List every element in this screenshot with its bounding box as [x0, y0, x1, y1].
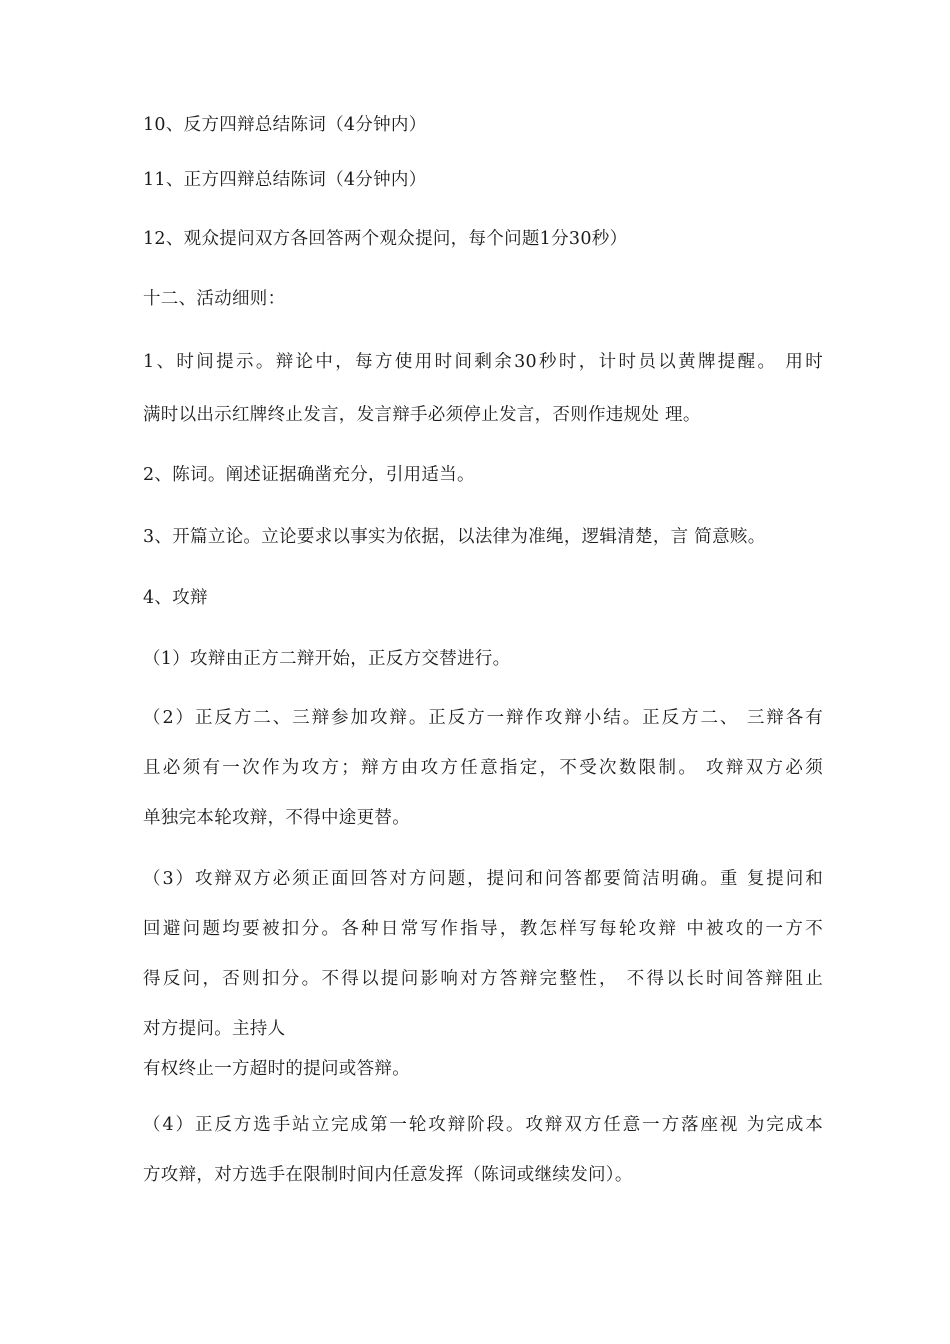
text-line: （3）攻辩双方必须正面回答对方问题，提问和问答都要简洁明确。重 复提问和	[143, 869, 823, 889]
text-line: （1）攻辩由正方二辩开始，正反方交替进行。	[143, 649, 511, 669]
text-line: 单独完本轮攻辩，不得中途更替。	[143, 808, 410, 828]
text-line: 得反问，否则扣分。不得以提问影响对方答辩完整性， 不得以长时间答辩阻止	[143, 969, 823, 989]
text-line: 对方提问。主持人	[143, 1019, 286, 1039]
text-line: 10、反方四辩总结陈词（4分钟内）	[143, 115, 427, 135]
text-line: 4、攻辩	[143, 588, 208, 608]
text-line: （4）正反方选手站立完成第一轮攻辩阶段。攻辩双方任意一方落座视 为完成本	[143, 1115, 823, 1135]
section-heading: 十二、活动细则：	[143, 289, 286, 309]
text-line: 11、正方四辩总结陈词（4分钟内）	[143, 170, 427, 190]
text-line: 方攻辩，对方选手在限制时间内任意发挥（陈词或继续发问）。	[143, 1165, 633, 1185]
text-line: 有权终止一方超时的提问或答辩。	[143, 1059, 410, 1079]
text-line: 2、陈词。阐述证据确凿充分，引用适当。	[143, 465, 475, 485]
text-line: （2）正反方二、三辩参加攻辩。正反方一辩作攻辩小结。正反方二、 三辩各有	[143, 708, 823, 728]
text-line: 1、时间提示。辩论中，每方使用时间剩余30秒时，计时员以黄牌提醒。 用时	[143, 352, 823, 372]
text-line: 12、观众提问双方各回答两个观众提问，每个问题1分30秒）	[143, 229, 628, 249]
text-line: 且必须有一次作为攻方；辩方由攻方任意指定，不受次数限制。 攻辩双方必须	[143, 758, 823, 778]
text-line: 3、开篇立论。立论要求以事实为依据，以法律为准绳，逻辑清楚，言 简意赅。	[143, 527, 766, 547]
text-line: 满时以出示红牌终止发言，发言辩手必须停止发言，否则作违规处 理。	[143, 405, 701, 425]
text-line: 回避问题均要被扣分。各种日常写作指导，教怎样写每轮攻辩 中被攻的一方不	[143, 919, 823, 939]
